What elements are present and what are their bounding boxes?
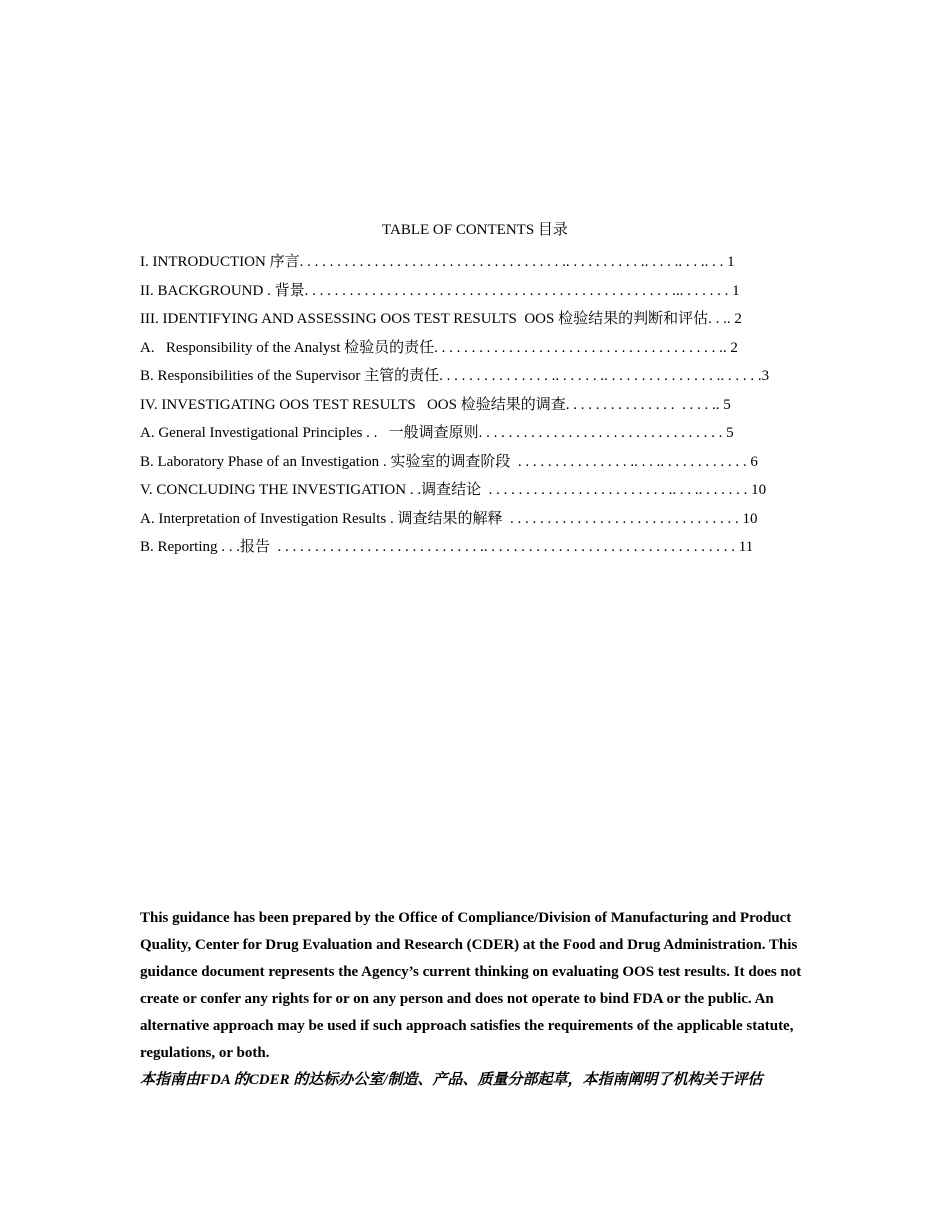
toc-entry-general-principles: A. General Investigational Principles . . 一般调查原则. . . . . . . . . . . . . . . . . . . . . . . . . . . . . . . . . 5: [140, 425, 734, 441]
toc-entry-supervisor-responsibility: B. Responsibilities of the Supervisor 主管的责任. . . . . . . . . . . . . . . .. . . . . . .. . . . . . . . . . . . . . . .. . . . . .3: [140, 368, 770, 384]
toc-title: TABLE OF CONTENTS 目录: [382, 222, 568, 238]
toc-entry-reporting: B. Reporting . . .报告 . . . . . . . . . . . . . . . . . . . . . . . . . . . .. . . . . . . . . . . . . . . . . . . . . . . . . . . . . . . . . . 11: [140, 539, 754, 555]
toc-entry-identifying-assessing: III. IDENTIFYING AND ASSESSING OOS TEST RESULTS OOS 检验结果的判断和评估. . .. 2: [140, 311, 742, 327]
toc-entry-analyst-responsibility: A. Responsibility of the Analyst 检验员的责任. . . . . . . . . . . . . . . . . . . . . . . . . . . . . . . . . . . . . . .. 2: [140, 339, 738, 356]
guidance-line-1: This guidance has been prepared by the Office of Compliance/Division of Manufacturing and Product: [140, 910, 792, 926]
toc-entry-laboratory-phase: B. Laboratory Phase of an Investigation . 实验室的调查阶段 . . . . . . . . . . . . . . . .. . . .. . . . . . . . . . . . 6: [140, 453, 758, 470]
toc-entry-investigating: IV. INVESTIGATING OOS TEST RESULTS OOS 检验结果的调查. . . . . . . . . . . . . . . . . . . .. 5: [140, 396, 731, 413]
guidance-statement: [140, 905, 810, 1094]
guidance-line-2: Quality, Center for Drug Evaluation and Research (CDER) at the Food and Drug Administration. This guidance document represents the Agency’s current thinking on evaluating OOS test results. It does not create or confer any rights for or on any person and does not operate to bind FDA or the public. An alternative approach may be used if such approach satisfies the requirements of the applicable statute, regulations, or both.: [140, 937, 802, 1061]
toc-list: [140, 248, 820, 562]
toc-entry-background: II. BACKGROUND . 背景. . . . . . . . . . . . . . . . . . . . . . . . . . . . . . . . . . . . . . . . . . . . . . . . . ... . . . . . . 1: [140, 282, 740, 299]
toc-entry-interpretation: A. Interpretation of Investigation Results . 调查结果的解释 . . . . . . . . . . . . . . . . . . . . . . . . . . . . . . . 10: [140, 510, 758, 527]
guidance-chinese-line: 本指南由FDA 的CDER 的达标办公室/制造、产品、质量分部起草，本指南阐明了机构关于评估: [140, 1072, 763, 1088]
toc-entry-concluding: V. CONCLUDING THE INVESTIGATION . .调查结论 . . . . . . . . . . . . . . . . . . . . . . . . .. . . .. . . . . . . 10: [140, 482, 767, 498]
toc-entry-introduction: I. INTRODUCTION 序言. . . . . . . . . . . . . . . . . . . . . . . . . . . . . . . . . . . .. . . . . . . . . . .. . . . .. . . .. . . 1: [140, 254, 735, 270]
